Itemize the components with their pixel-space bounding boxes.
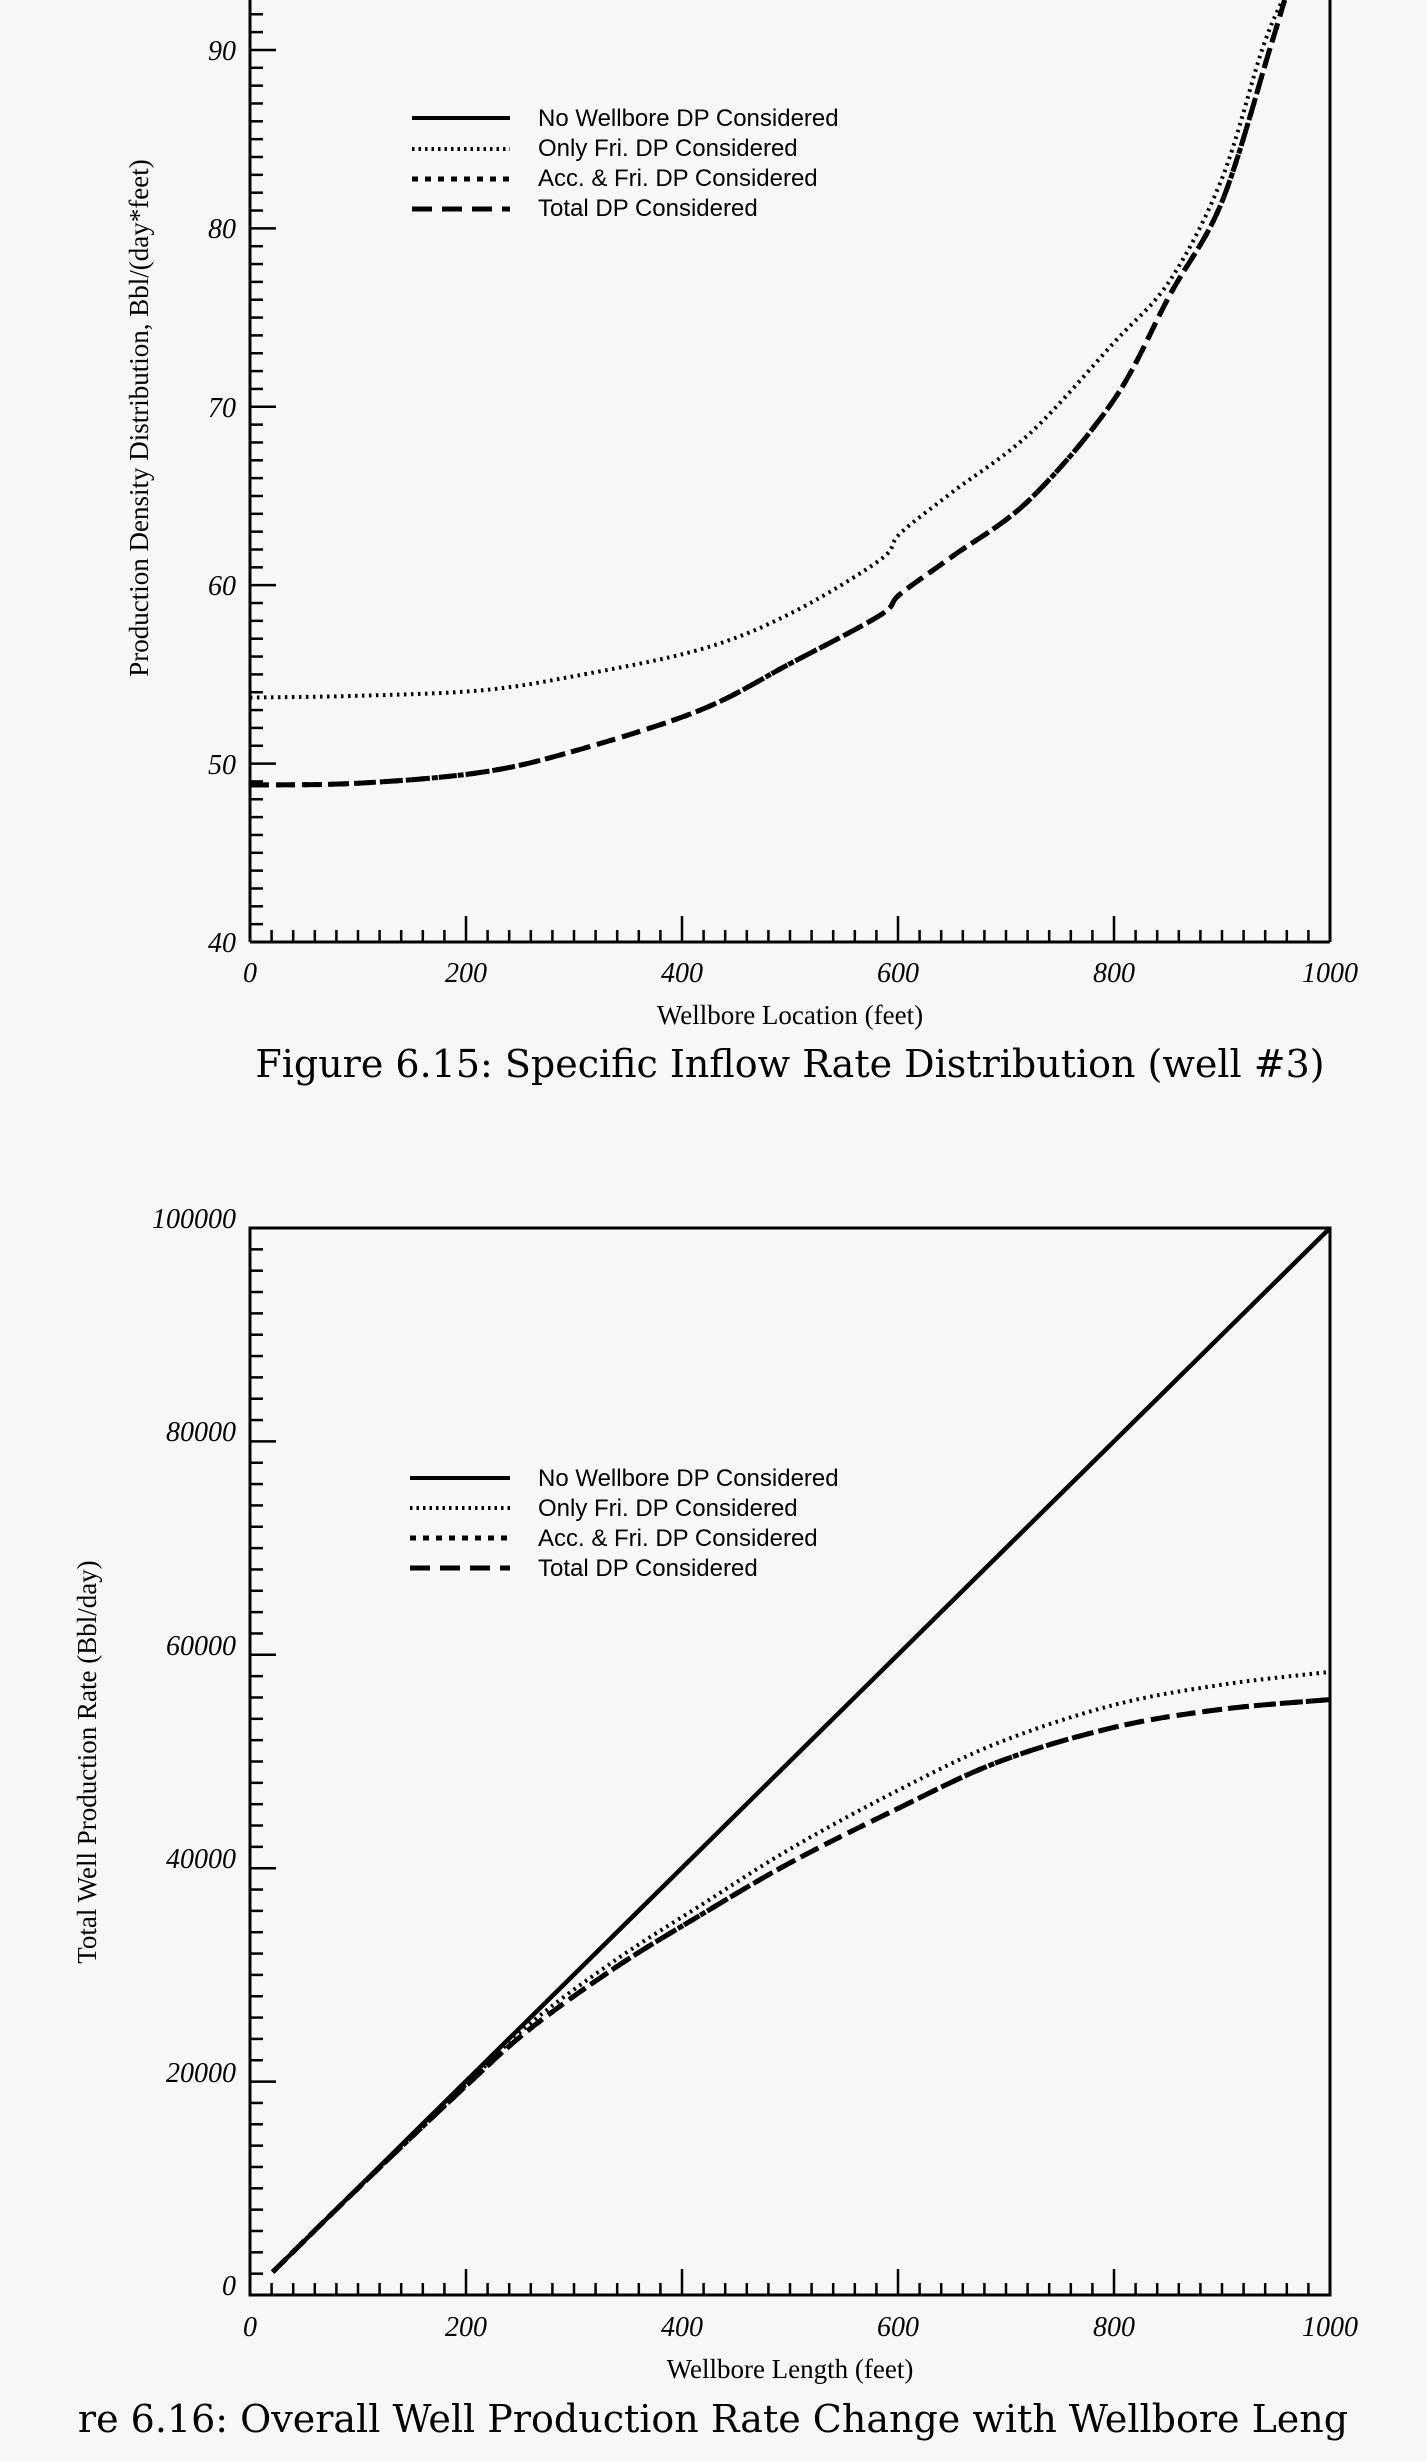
x-axis-title: Wellbore Location (feet) (656, 1000, 924, 1030)
legend-label: Acc. & Fri. DP Considered (538, 1525, 818, 1552)
x-tick-labels (243, 958, 1358, 989)
x-tick-label: 1000 (1302, 2312, 1358, 2343)
legend-label: Acc. & Fri. DP Considered (538, 165, 818, 192)
y-axis-title: Production Density Distribution, Bbl/(day*feet) (124, 159, 154, 677)
x-axis-title: Wellbore Length (feet) (666, 2354, 914, 2384)
y-tick-label: 70 (208, 393, 236, 424)
legend-label: Only Fri. DP Considered (538, 135, 798, 162)
y-tick-label: 40000 (166, 1844, 236, 1875)
x-tick-label: 800 (1093, 958, 1135, 989)
legend-label: Total DP Considered (538, 195, 758, 222)
series-long-dash-line (273, 1700, 1330, 2272)
figure-6-15 (124, 0, 1358, 1086)
y-axis-title: Total Well Production Rate (Bbl/day) (72, 1560, 102, 1964)
x-tick-label: 1000 (1302, 958, 1358, 989)
x-tick-labels (243, 2312, 1358, 2343)
x-tick-label: 200 (445, 2312, 487, 2343)
y-tick-label: 90 (208, 36, 236, 67)
legend (412, 105, 839, 222)
x-tick-label: 0 (243, 958, 257, 989)
x-tick-label: 0 (243, 2312, 257, 2343)
x-tick-label: 400 (661, 958, 703, 989)
x-tick-label: 200 (445, 958, 487, 989)
figure-caption: re 6.16: Overall Well Production Rate Change with Wellbore Leng (77, 2397, 1349, 2441)
x-tick-label: 600 (877, 2312, 919, 2343)
y-tick-label: 20000 (166, 2058, 236, 2089)
y-tick-labels (152, 1204, 236, 2302)
y-tick-label: 80000 (166, 1417, 236, 1448)
series-short-dash-line (273, 1700, 1330, 2272)
x-tick-label: 600 (877, 958, 919, 989)
y-tick-label: 40 (208, 928, 236, 959)
legend (410, 1465, 839, 1582)
legend-label: No Wellbore DP Considered (538, 1465, 839, 1492)
y-tick-label: 60 (208, 571, 236, 602)
x-tick-label: 400 (661, 2312, 703, 2343)
series-dotted-line (273, 1672, 1330, 2272)
legend-label: Total DP Considered (538, 1555, 758, 1582)
y-tick-label: 80 (208, 214, 236, 245)
figure-caption: Figure 6.15: Specific Inflow Rate Distribution (well #3) (255, 1042, 1325, 1086)
y-tick-label: 50 (208, 750, 236, 781)
y-tick-labels (208, 36, 236, 959)
figure-6-16 (72, 1204, 1358, 2441)
legend-label: No Wellbore DP Considered (538, 105, 839, 132)
legend-label: Only Fri. DP Considered (538, 1495, 798, 1522)
data-series (273, 1228, 1330, 2272)
y-tick-label: 100000 (152, 1204, 236, 1235)
x-tick-label: 800 (1093, 2312, 1135, 2343)
y-tick-label: 0 (222, 2271, 236, 2302)
y-tick-label: 60000 (166, 1631, 236, 1662)
